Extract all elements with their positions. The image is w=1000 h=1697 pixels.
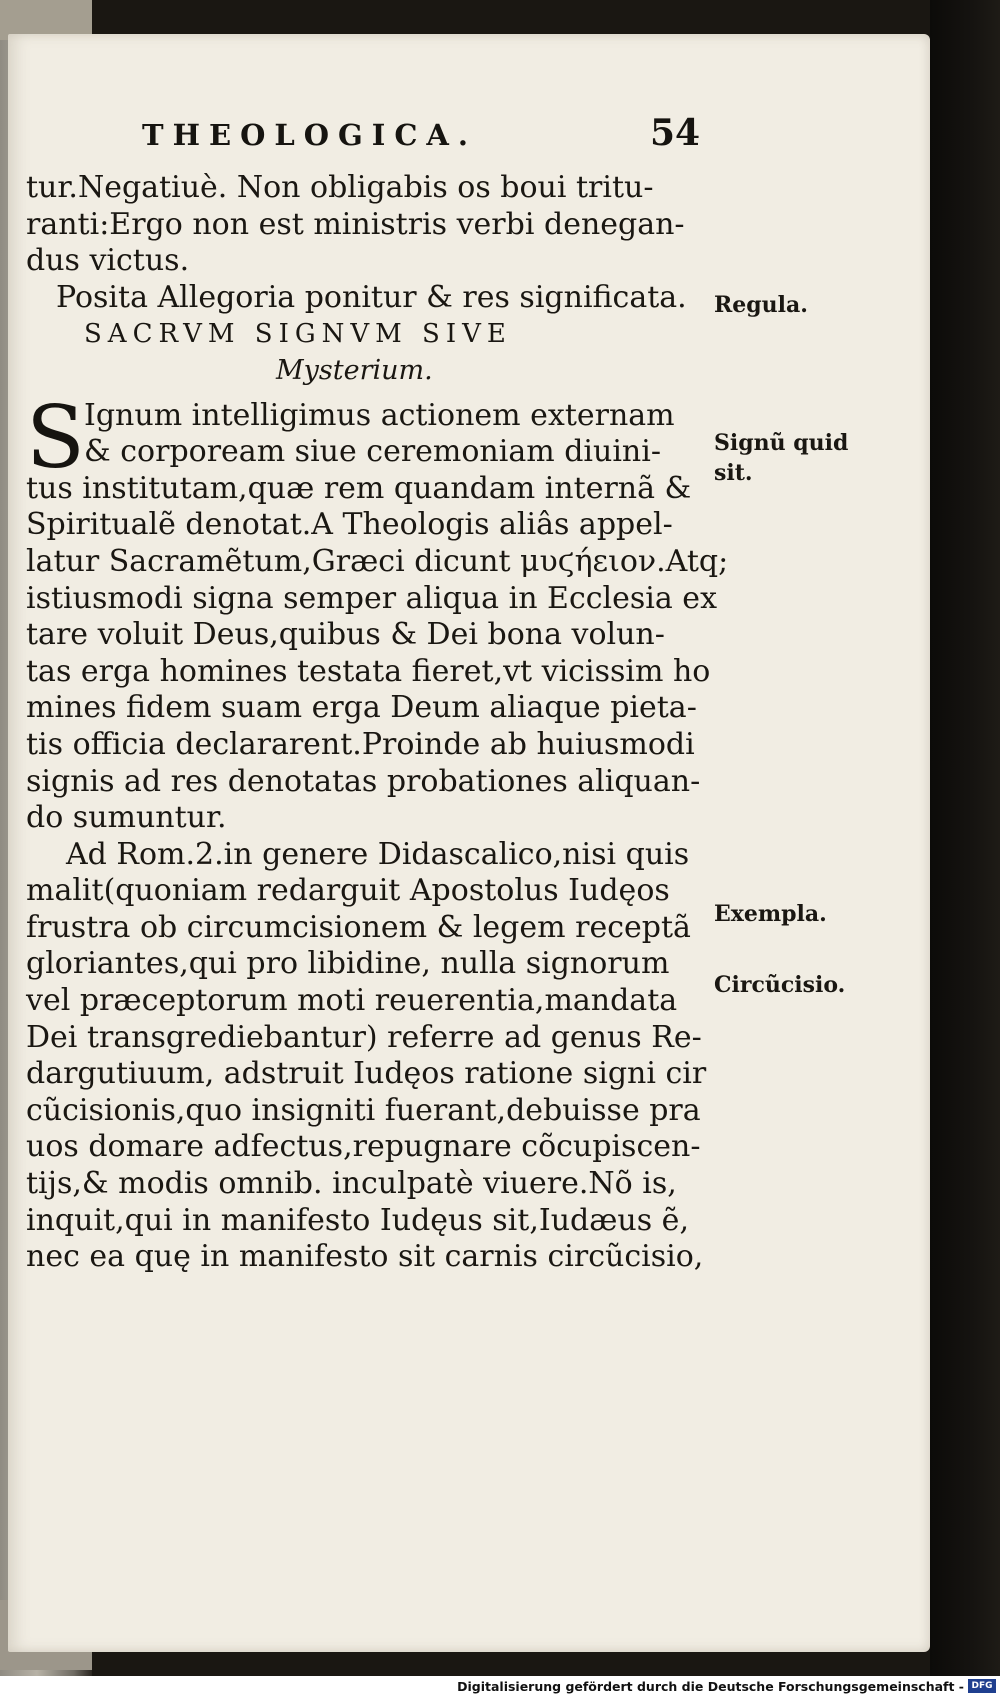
main-text-column [26,170,729,1276]
text-line: latur Sacramẽtum,Græci dicunt μυϛήειον.Atq; [26,543,729,579]
text-line: uos domare adfectus,repugnare cõcupiscen- [26,1129,701,1165]
text-line: istiusmodi signa semper aliqua in Ecclesia ex [26,580,717,616]
text-line: nec ea quę in manifesto sit carnis circũcisio, [26,1239,704,1275]
text-line: dus victus. [26,243,190,279]
text-line: mines fidem suam erga Deum aliaque pieta- [26,690,697,726]
text-line: Spiritualẽ denotat.A Theologis aliâs appel- [26,507,673,543]
drop-cap-initial: S [26,387,85,488]
text-line: Dei transgrediebantur) referre ad genus Re- [26,1019,702,1055]
text-line: ranti:Ergo non est ministris verbi denegan- [26,206,685,242]
text-line: cũcisionis,quo insigniti fuerant,debuisse pra [26,1092,701,1128]
text-line: inquit,qui in manifesto Iudęus sit,Iudæus ẽ, [26,1202,689,1238]
section-title: SACRVM SIGNVM SIVE [84,319,512,350]
text-line: tis officia declararent.Proinde ab huiusmodi [26,726,695,762]
text-line: tus institutam,quæ rem quandam internã & [26,470,692,506]
text-line: tas erga homines testata fieret,vt vicissim ho [26,653,711,689]
text-line: & corpoream siue ceremoniam diuini- [84,434,661,470]
text-line: tare voluit Deus,quibus & Dei bona volun- [26,617,665,653]
rule-line: Posita Allegoria ponitur & res significata. [56,279,687,315]
digitization-footer [0,1676,1000,1697]
text-line: frustra ob circumcisionem & legem receptã [26,909,691,945]
text-line: malit(quoniam redarguit Apostolus Iudęos [26,873,670,909]
text-line: Ad Rom.2.in genere Didascalico,nisi quis [66,836,690,872]
dfg-logo: DFG [968,1679,996,1693]
section-subtitle: Mysterium. [276,354,433,386]
text-line: gloriantes,qui pro libidine, nulla signorum [26,946,670,982]
margin-note-circumcisio: Circũcisio. [714,972,846,998]
dark-background-edge [930,0,1000,1697]
margin-note-regula: Regula. [714,292,808,318]
text-line: tur.Negatiuè. Non obligabis os boui tritu- [26,170,654,205]
margin-note-signum-quid-sit: sit. [714,460,753,486]
margin-note-signum-quid: Signũ quid [714,430,849,456]
margin-note-exempla: Exempla. [714,901,827,927]
text-line: signis ad res denotatas probationes aliquan- [26,763,701,799]
page-number: 54 [650,112,701,154]
text-line: Ignum intelligimus actionem externam [84,397,675,433]
text-line: vel præceptorum moti reuerentia,mandata [26,983,678,1019]
text-line: dargutiuum, adstruit Iudęos ratione signi cir [26,1056,707,1092]
text-line: do sumuntur. [26,800,227,836]
running-title: THEOLOGICA. [142,118,478,152]
funding-credit: Digitalisierung gefördert durch die Deutsche Forschungsgemeinschaft - [457,1679,964,1694]
text-line: tijs,& modis omnib. inculpatè viuere.Nõ is, [26,1166,677,1202]
